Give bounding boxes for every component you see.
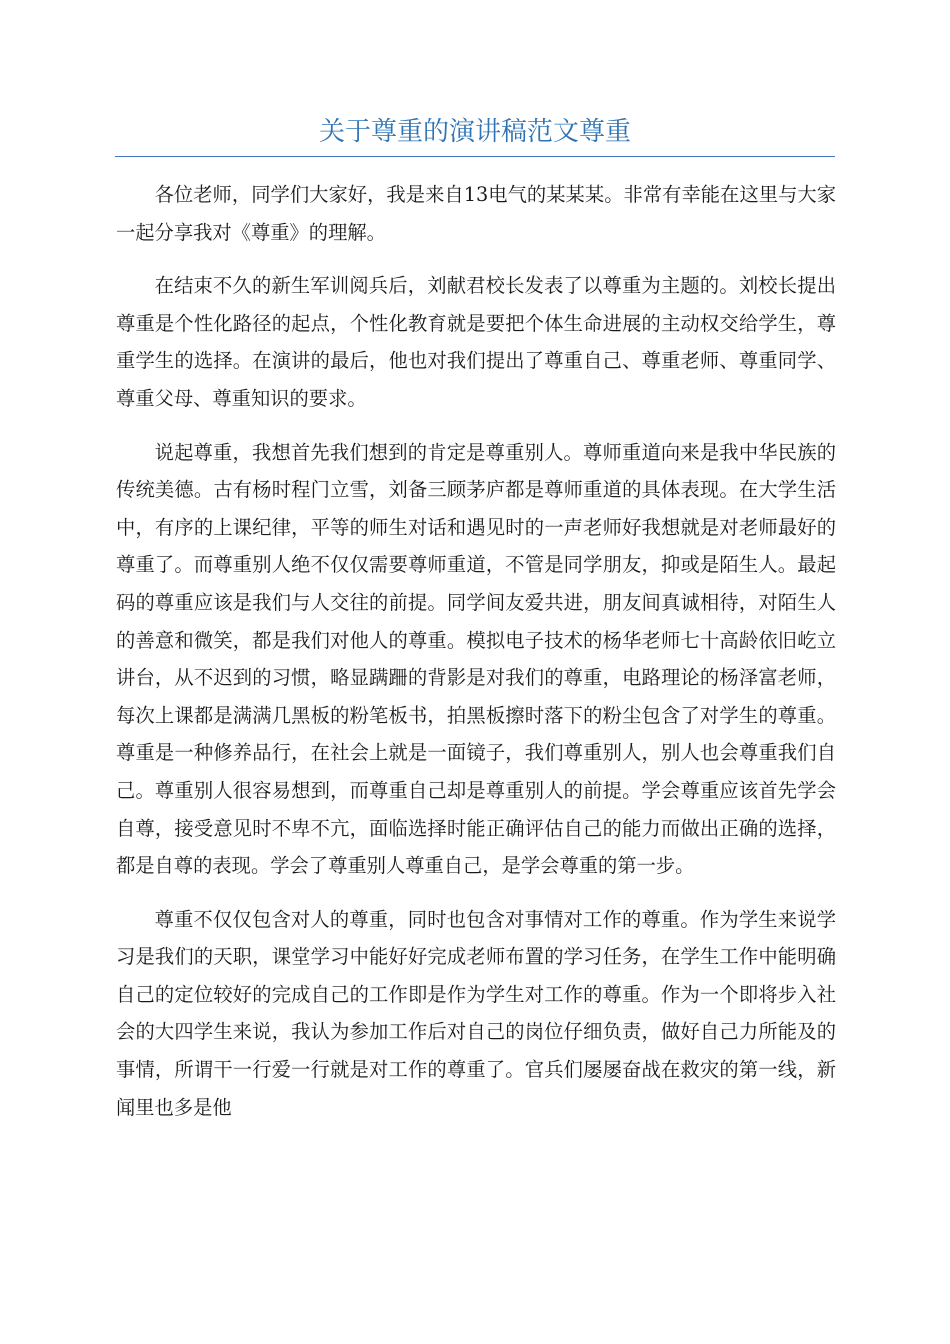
- paragraph-1: 各位老师，同学们大家好，我是来自13电气的某某某。非常有幸能在这里与大家一起分享我对《尊重》的理解。: [116, 183, 836, 244]
- document-title: 关于尊重的演讲稿范文尊重: [318, 117, 631, 147]
- document-body: [116, 176, 836, 1142]
- paragraph-3: 说起尊重，我想首先我们想到的肯定是尊重别人。尊师重道向来是我中华民族的传统美德。古有杨时程门立雪，刘备三顾茅庐都是尊师重道的具体表现。在大学生活中，有序的上课纪律，平等的师生对话和遇见时的一声老师好我想就是对老师最好的尊重了。而尊重别人绝不仅仅需要尊师重道，不管是同学朋友，抑或是陌生人。最起码的尊重应该是我们与人交往的前提。同学间友爱共进，朋友间真诚相待，对陌生人的善意和微笑，都是我们对他人的尊重。模拟电子技术的杨华老师七十高龄依旧屹立讲台，从不迟到的习惯，略显蹒跚的背影是对我们的尊重，电路理论的杨泽富老师，每次上课都是满满几黑板的粉笔板书，拍黑板擦时落下的粉尘包含了对学生的尊重。尊重是一种修养品行，在社会上就是一面镜子，我们尊重别人，别人也会尊重我们自己。尊重别人很容易想到，而尊重自己却是尊重别人的前提。学会尊重应该首先学会自尊，接受意见时不卑不亢，面临选择时能正确评估自己的能力而做出正确的选择，都是自尊的表现。学会了尊重别人尊重自己，是学会尊重的第一步。: [116, 440, 836, 878]
- title-block: [115, 112, 835, 157]
- paragraph-4: 尊重不仅仅包含对人的尊重，同时也包含对事情对工作的尊重。作为学生来说学习是我们的天职，课堂学习中能好好完成老师布置的学习任务，在学生工作中能明确自己的定位较好的完成自己的工作即是作为学生对工作的尊重。作为一个即将步入社会的大四学生来说，我认为参加工作后对自己的岗位仔细负责，做好自己力所能及的事情，所谓干一行爱一行就是对工作的尊重了。官兵们屡屡奋战在救灾的第一线，新闻里也多是他: [116, 907, 836, 1119]
- paragraph-2: 在结束不久的新生军训阅兵后，刘献君校长发表了以尊重为主题的。刘校长提出尊重是个性化路径的起点，个性化教育就是要把个体生命进展的主动权交给学生，尊重学生的选择。在演讲的最后，他也对我们提出了尊重自己、尊重老师、尊重同学、尊重父母、尊重知识的要求。: [116, 274, 836, 410]
